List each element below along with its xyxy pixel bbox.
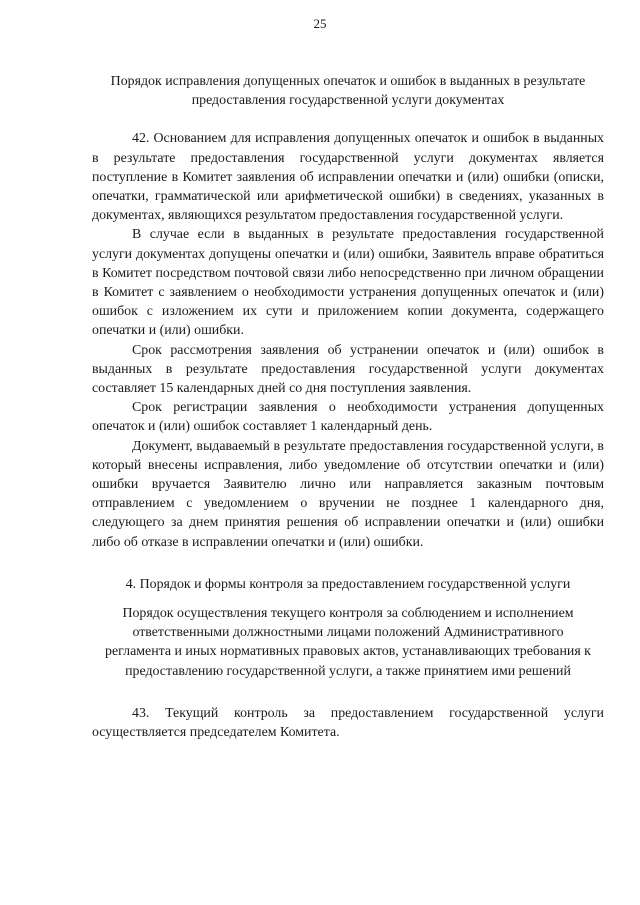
spacer <box>92 110 604 129</box>
section-heading-control: 4. Порядок и формы контроля за предоставлением государственной услуги <box>125 576 571 592</box>
page-number: 25 <box>313 16 327 31</box>
section-heading-corrections: Порядок исправления допущенных опечаток и ошибок в выданных в результате предоставления государственной услуги документах <box>110 74 586 109</box>
paragraph-case: В случае если в выданных в результате предоставления государственной услуги документах допущены опечатки и (или) ошибки, Заявитель вправе обратиться в Комитет посредством почтовой связи либо непосредственно при личном обращении в Комитет с заявлением о необходимости устранения допущенных опечаток и (или) ошибок с изложением их сути и приложением копии документа, содержащего опечатки и (или) ошибки. <box>92 227 604 339</box>
spacer <box>92 594 604 604</box>
document-body <box>92 72 604 742</box>
spacer <box>92 681 604 704</box>
paragraph-43: 43. Текущий контроль за предоставлением государственной услуги осуществляется председателем Комитета. <box>92 705 604 741</box>
paragraph-document-delivery: Документ, выдаваемый в результате предоставления государственной услуги, в который внесены исправления, либо уведомление об отсутствии опечатки и (или) ошибки вручается Заявителю лично или направляется заказным почтовым отправлением с уведомлением о вручении не позднее 1 календарного дня, следующего за днем принятия решения об исправлении опечатки и (или) ошибки либо об отказе в исправлении опечатки и (или) ошибки. <box>92 438 604 550</box>
paragraph-registration-term: Срок регистрации заявления о необходимости устранения допущенных опечаток и (или) ошибок составляет 1 календарный день. <box>92 400 604 435</box>
paragraph-42: 42. Основанием для исправления допущенных опечаток и ошибок в выданных в результате предоставления государственной услуги документах является поступление в Комитет заявления об исправлении опечатки и (или) ошибки (описки, опечатки, грамматической или арифметической ошибки) в сведениях, указанных в документах, являющихся результатом предоставления государственной услуги. <box>92 131 604 224</box>
subsection-heading-current-control: Порядок осуществления текущего контроля за соблюдением и исполнением ответственными должностными лицами положений Административного регламента и иных нормативных правовых актов, устанавливающих требования к предоставлению государственной услуги, а также принятием ими решений <box>105 606 591 679</box>
paragraph-review-term: Срок рассмотрения заявления об устранении опечаток и (или) ошибок в выданных в результате предоставления государственной услуги документах составляет 15 календарных дней со дня поступления заявления. <box>92 342 604 397</box>
spacer <box>92 552 604 575</box>
